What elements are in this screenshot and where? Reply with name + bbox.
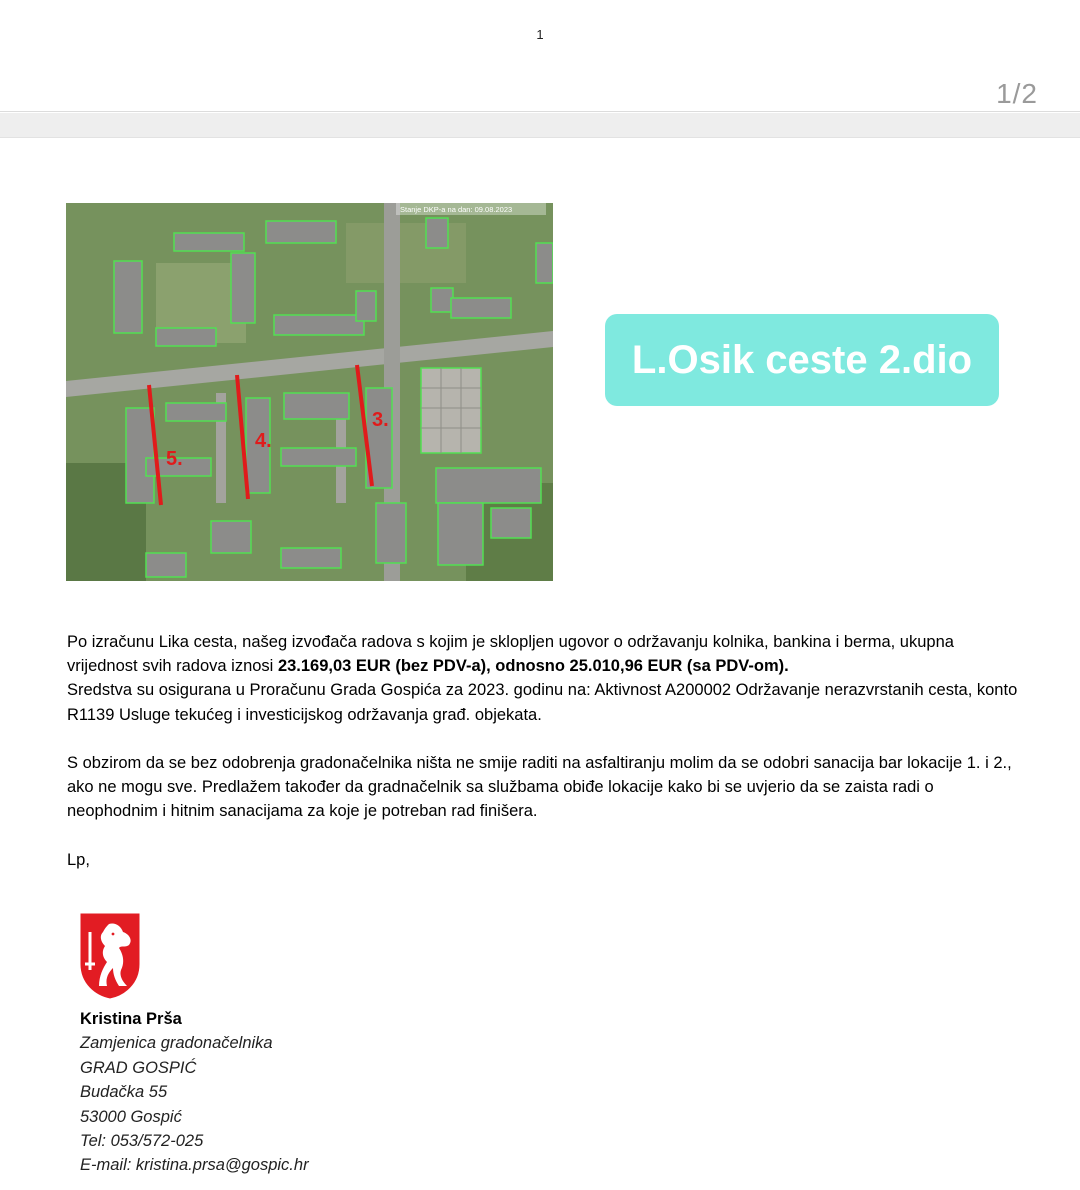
- signer-title: Zamjenica gradonačelnika: [80, 1034, 273, 1053]
- aerial-map-image: [66, 203, 553, 581]
- phone-number: Tel: 053/572-025: [80, 1132, 204, 1151]
- signer-name: Kristina Prša: [80, 1010, 182, 1028]
- address-city: 53000 Gospić: [80, 1107, 182, 1126]
- page-indicator: 1/2: [996, 78, 1038, 109]
- total-amount: 23.169,03 EUR (bez PDV-a), odnosno 25.010,96 EUR (sa PDV-om).: [277, 657, 789, 676]
- map-date-label: Stanje DKP-a na dan: 09.08.2023: [400, 205, 513, 214]
- address-street: Budačka 55: [80, 1083, 168, 1102]
- signer-organization: GRAD GOSPIĆ: [80, 1058, 197, 1077]
- map-marker-label-4: 4.: [255, 430, 272, 452]
- greeting: Lp,: [67, 851, 90, 869]
- page-separator-band: [0, 113, 1080, 138]
- city-crest-icon: [79, 912, 141, 1000]
- paragraph-costs: Po izračunu Lika cesta, našeg izvođača radova s kojim je sklopljen ugovor o održavanju kolnika, bankina i berma, ukupna vrijednost svih radova iznosi 23.169,03 EUR (bez PDV-a), odnosno 25.010,96 EUR (sa PDV-om). Sredstva su osigurana u Proračunu Grada Gospića za 2023. godinu na: Aktivnost A200002 Održavanje nerazvrstanih cesta, konto R1139 Usluge tekućeg i investicijskog održavanja građ. objekata.: [67, 633, 1018, 724]
- divider: [0, 111, 1080, 112]
- page-number: 1: [536, 27, 544, 42]
- email-address: E-mail: kristina.prsa@gospic.hr: [80, 1156, 309, 1175]
- paragraph-request: S obzirom da se bez odobrenja gradonačelnika ništa ne smije raditi na asfaltiranju molim da se odobri sanacija bar lokacije 1. i 2., ako ne mogu sve. Predlažem također da gradnačelnik sa službama obiđe lokacije kako bi se uvjerio da se zaista radi o neophodnim i hitnim sanacijama za koje je potreban rad finišera.: [67, 753, 1012, 821]
- title-banner: L.Osik ceste 2.dio: [605, 314, 999, 406]
- map-marker-label-5: 5.: [166, 448, 183, 470]
- map-marker-label-3: 3.: [372, 409, 389, 431]
- letter-body: [67, 630, 1027, 823]
- signature-block: [80, 1007, 309, 1178]
